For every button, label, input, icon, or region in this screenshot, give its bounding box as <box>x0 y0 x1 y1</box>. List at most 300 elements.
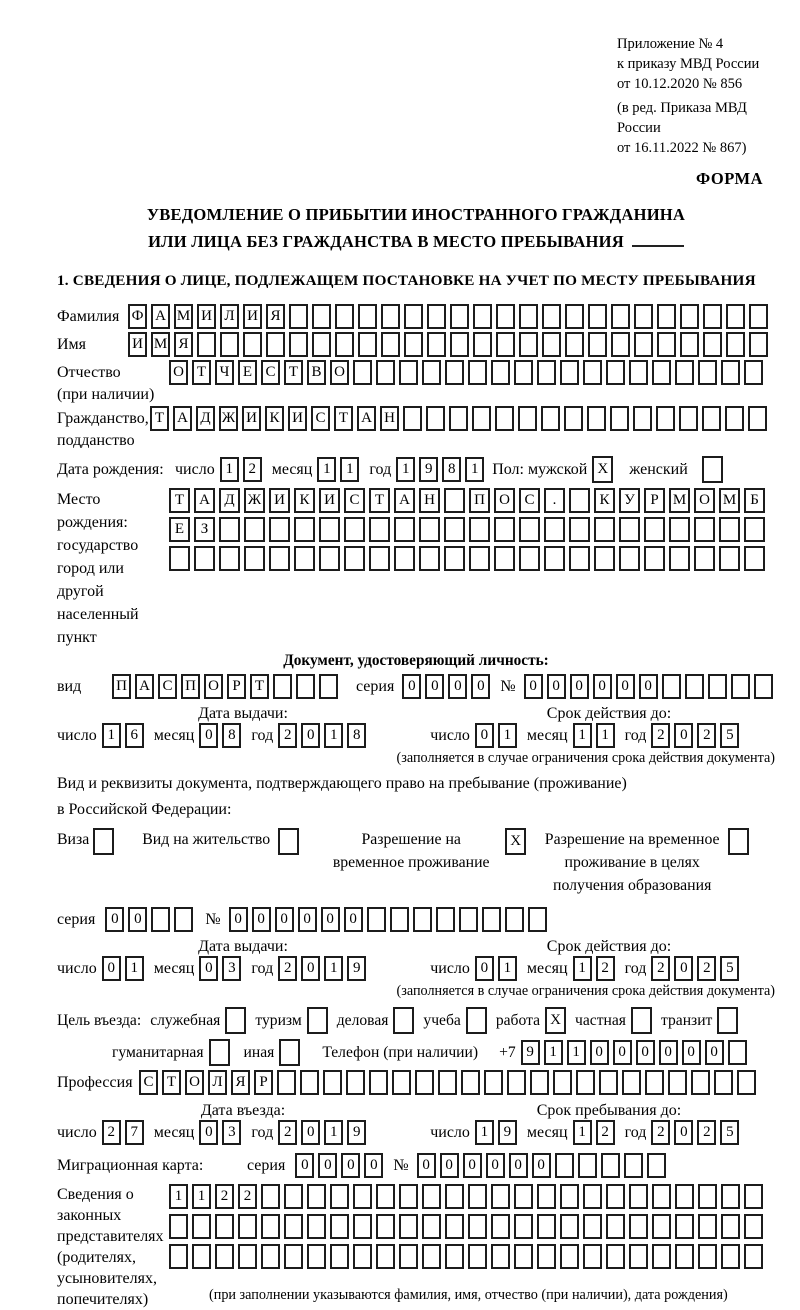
char-cell[interactable] <box>578 1153 597 1178</box>
char-cell[interactable] <box>576 1070 595 1095</box>
char-cell[interactable] <box>284 1244 303 1269</box>
char-cell[interactable] <box>728 1040 747 1065</box>
char-cell[interactable]: Д <box>219 488 240 513</box>
char-cell[interactable]: 1 <box>573 1120 592 1145</box>
char-cell[interactable]: К <box>594 488 615 513</box>
char-cell[interactable]: 0 <box>524 674 543 699</box>
char-cell[interactable]: 0 <box>301 1120 320 1145</box>
char-cell[interactable]: 1 <box>324 956 343 981</box>
char-cell[interactable] <box>491 1184 510 1209</box>
char-cell[interactable]: 0 <box>674 956 693 981</box>
char-cell[interactable] <box>422 1184 441 1209</box>
char-cell[interactable]: 2 <box>596 956 615 981</box>
char-cell[interactable]: 0 <box>301 723 320 748</box>
char-cell[interactable] <box>495 406 514 431</box>
char-cell[interactable]: 0 <box>547 674 566 699</box>
char-cell[interactable] <box>394 546 415 571</box>
char-cell[interactable]: 0 <box>639 674 658 699</box>
char-cell[interactable] <box>691 1070 710 1095</box>
char-cell[interactable] <box>507 1070 526 1095</box>
char-cell[interactable] <box>622 1070 641 1095</box>
char-cell[interactable] <box>296 674 315 699</box>
char-cell[interactable]: П <box>469 488 490 513</box>
char-cell[interactable]: 8 <box>222 723 241 748</box>
char-cell[interactable] <box>415 1070 434 1095</box>
char-cell[interactable] <box>583 1184 602 1209</box>
char-cell[interactable] <box>698 360 717 385</box>
char-cell[interactable] <box>583 1214 602 1239</box>
char-cell[interactable]: 0 <box>475 723 494 748</box>
char-cell[interactable] <box>192 1214 211 1239</box>
char-cell[interactable] <box>335 304 354 329</box>
char-cell[interactable] <box>496 304 515 329</box>
char-cell[interactable]: Я <box>231 1070 250 1095</box>
char-cell[interactable] <box>749 332 768 357</box>
char-cell[interactable] <box>565 332 584 357</box>
char-cell[interactable] <box>482 907 501 932</box>
char-cell[interactable]: И <box>242 406 261 431</box>
char-cell[interactable] <box>294 517 315 542</box>
char-cell[interactable] <box>169 1244 188 1269</box>
char-cell[interactable] <box>444 488 465 513</box>
char-cell[interactable] <box>518 406 537 431</box>
char-cell[interactable]: Б <box>744 488 765 513</box>
char-cell[interactable] <box>569 517 590 542</box>
char-cell[interactable] <box>367 907 386 932</box>
char-cell[interactable] <box>569 546 590 571</box>
char-cell[interactable]: 0 <box>613 1040 632 1065</box>
checkbox-rvp[interactable]: X <box>505 828 526 855</box>
char-cell[interactable]: 0 <box>440 1153 459 1178</box>
char-cell[interactable] <box>542 332 561 357</box>
char-cell[interactable] <box>698 1244 717 1269</box>
char-cell[interactable]: М <box>669 488 690 513</box>
char-cell[interactable] <box>413 907 432 932</box>
char-cell[interactable] <box>544 546 565 571</box>
char-cell[interactable] <box>376 1214 395 1239</box>
char-cell[interactable]: И <box>243 304 262 329</box>
char-cell[interactable]: Д <box>196 406 215 431</box>
char-cell[interactable] <box>528 907 547 932</box>
char-cell[interactable] <box>680 332 699 357</box>
char-cell[interactable] <box>514 360 533 385</box>
char-cell[interactable] <box>749 304 768 329</box>
char-cell[interactable]: 1 <box>324 1120 343 1145</box>
char-cell[interactable] <box>629 360 648 385</box>
char-cell[interactable] <box>514 1244 533 1269</box>
char-cell[interactable]: 0 <box>674 1120 693 1145</box>
char-cell[interactable] <box>726 332 745 357</box>
char-cell[interactable] <box>266 332 285 357</box>
char-cell[interactable]: Ч <box>215 360 234 385</box>
char-cell[interactable]: 8 <box>347 723 366 748</box>
char-cell[interactable] <box>261 1214 280 1239</box>
char-cell[interactable] <box>606 1214 625 1239</box>
char-cell[interactable] <box>594 517 615 542</box>
char-cell[interactable]: 1 <box>192 1184 211 1209</box>
char-cell[interactable] <box>652 1214 671 1239</box>
char-cell[interactable] <box>381 304 400 329</box>
char-cell[interactable] <box>721 1184 740 1209</box>
char-cell[interactable] <box>519 304 538 329</box>
char-cell[interactable] <box>284 1184 303 1209</box>
char-cell[interactable]: Р <box>644 488 665 513</box>
char-cell[interactable]: К <box>265 406 284 431</box>
char-cell[interactable] <box>473 304 492 329</box>
char-cell[interactable] <box>606 1244 625 1269</box>
char-cell[interactable] <box>675 1184 694 1209</box>
char-cell[interactable]: А <box>135 674 154 699</box>
char-cell[interactable] <box>244 546 265 571</box>
char-cell[interactable] <box>657 332 676 357</box>
char-cell[interactable]: Я <box>174 332 193 357</box>
char-cell[interactable]: Л <box>220 304 239 329</box>
char-cell[interactable] <box>675 1214 694 1239</box>
char-cell[interactable] <box>169 1214 188 1239</box>
char-cell[interactable] <box>312 332 331 357</box>
char-cell[interactable] <box>404 304 423 329</box>
char-cell[interactable] <box>238 1244 257 1269</box>
char-cell[interactable] <box>219 517 240 542</box>
char-cell[interactable]: Т <box>284 360 303 385</box>
char-cell[interactable] <box>449 406 468 431</box>
char-cell[interactable] <box>307 1184 326 1209</box>
char-cell[interactable]: 2 <box>596 1120 615 1145</box>
char-cell[interactable]: 1 <box>573 956 592 981</box>
char-cell[interactable]: 2 <box>278 1120 297 1145</box>
char-cell[interactable] <box>381 332 400 357</box>
char-cell[interactable]: И <box>288 406 307 431</box>
char-cell[interactable]: 0 <box>344 907 363 932</box>
checkbox-rabota[interactable]: X <box>545 1007 566 1034</box>
char-cell[interactable] <box>399 1214 418 1239</box>
char-cell[interactable]: 9 <box>521 1040 540 1065</box>
char-cell[interactable] <box>491 360 510 385</box>
char-cell[interactable] <box>219 546 240 571</box>
char-cell[interactable] <box>399 1184 418 1209</box>
char-cell[interactable]: О <box>204 674 223 699</box>
char-cell[interactable]: 3 <box>222 1120 241 1145</box>
char-cell[interactable]: 1 <box>465 457 484 482</box>
checkbox-tranzit[interactable] <box>717 1007 738 1034</box>
char-cell[interactable]: 0 <box>593 674 612 699</box>
char-cell[interactable] <box>744 1184 763 1209</box>
char-cell[interactable] <box>243 332 262 357</box>
char-cell[interactable] <box>647 1153 666 1178</box>
char-cell[interactable] <box>537 1184 556 1209</box>
char-cell[interactable] <box>459 907 478 932</box>
char-cell[interactable] <box>422 1244 441 1269</box>
char-cell[interactable] <box>560 360 579 385</box>
char-cell[interactable] <box>629 1184 648 1209</box>
char-cell[interactable]: 5 <box>720 1120 739 1145</box>
char-cell[interactable] <box>273 674 292 699</box>
char-cell[interactable] <box>748 406 767 431</box>
char-cell[interactable] <box>680 304 699 329</box>
char-cell[interactable] <box>652 360 671 385</box>
char-cell[interactable] <box>445 1184 464 1209</box>
char-cell[interactable] <box>445 1244 464 1269</box>
checkbox-delovaya[interactable] <box>393 1007 414 1034</box>
char-cell[interactable] <box>669 517 690 542</box>
checkbox-female[interactable] <box>702 456 723 483</box>
char-cell[interactable]: 0 <box>417 1153 436 1178</box>
char-cell[interactable]: 0 <box>570 674 589 699</box>
char-cell[interactable] <box>438 1070 457 1095</box>
char-cell[interactable] <box>542 304 561 329</box>
char-cell[interactable] <box>537 1244 556 1269</box>
char-cell[interactable] <box>358 332 377 357</box>
char-cell[interactable] <box>694 546 715 571</box>
char-cell[interactable]: 0 <box>463 1153 482 1178</box>
char-cell[interactable] <box>645 1070 664 1095</box>
char-cell[interactable] <box>376 1184 395 1209</box>
checkbox-ucheba[interactable] <box>466 1007 487 1034</box>
char-cell[interactable] <box>675 1244 694 1269</box>
char-cell[interactable]: Т <box>369 488 390 513</box>
char-cell[interactable] <box>472 406 491 431</box>
char-cell[interactable]: С <box>261 360 280 385</box>
char-cell[interactable] <box>679 406 698 431</box>
char-cell[interactable]: Л <box>208 1070 227 1095</box>
char-cell[interactable] <box>560 1214 579 1239</box>
char-cell[interactable]: Р <box>227 674 246 699</box>
char-cell[interactable]: П <box>181 674 200 699</box>
char-cell[interactable]: 0 <box>616 674 635 699</box>
char-cell[interactable] <box>744 517 765 542</box>
char-cell[interactable]: 0 <box>341 1153 360 1178</box>
char-cell[interactable] <box>719 517 740 542</box>
char-cell[interactable] <box>537 1214 556 1239</box>
char-cell[interactable]: 1 <box>498 956 517 981</box>
char-cell[interactable]: 0 <box>486 1153 505 1178</box>
char-cell[interactable] <box>599 1070 618 1095</box>
char-cell[interactable] <box>353 1214 372 1239</box>
char-cell[interactable] <box>469 546 490 571</box>
char-cell[interactable]: 0 <box>475 956 494 981</box>
char-cell[interactable]: 0 <box>321 907 340 932</box>
char-cell[interactable] <box>369 517 390 542</box>
char-cell[interactable]: 0 <box>252 907 271 932</box>
char-cell[interactable]: 0 <box>705 1040 724 1065</box>
char-cell[interactable]: 2 <box>102 1120 121 1145</box>
char-cell[interactable] <box>744 546 765 571</box>
char-cell[interactable]: Т <box>250 674 269 699</box>
char-cell[interactable] <box>445 360 464 385</box>
char-cell[interactable] <box>719 546 740 571</box>
char-cell[interactable] <box>514 1214 533 1239</box>
char-cell[interactable] <box>610 406 629 431</box>
char-cell[interactable] <box>657 304 676 329</box>
char-cell[interactable] <box>588 304 607 329</box>
char-cell[interactable] <box>269 517 290 542</box>
char-cell[interactable]: 9 <box>498 1120 517 1145</box>
char-cell[interactable] <box>731 674 750 699</box>
char-cell[interactable]: 9 <box>347 1120 366 1145</box>
char-cell[interactable] <box>284 1214 303 1239</box>
char-cell[interactable] <box>721 1244 740 1269</box>
char-cell[interactable]: О <box>494 488 515 513</box>
char-cell[interactable] <box>215 1244 234 1269</box>
char-cell[interactable] <box>519 546 540 571</box>
char-cell[interactable] <box>403 406 422 431</box>
char-cell[interactable] <box>344 517 365 542</box>
char-cell[interactable] <box>537 360 556 385</box>
checkbox-rvp-education[interactable] <box>728 828 749 855</box>
char-cell[interactable]: 0 <box>275 907 294 932</box>
char-cell[interactable] <box>588 332 607 357</box>
char-cell[interactable]: 0 <box>105 907 124 932</box>
char-cell[interactable] <box>238 1214 257 1239</box>
char-cell[interactable]: 6 <box>125 723 144 748</box>
checkbox-visa[interactable] <box>93 828 114 855</box>
char-cell[interactable] <box>652 1184 671 1209</box>
char-cell[interactable] <box>494 546 515 571</box>
char-cell[interactable] <box>737 1070 756 1095</box>
char-cell[interactable] <box>427 332 446 357</box>
char-cell[interactable]: 0 <box>509 1153 528 1178</box>
char-cell[interactable] <box>399 360 418 385</box>
char-cell[interactable] <box>353 1184 372 1209</box>
char-cell[interactable]: 2 <box>697 1120 716 1145</box>
char-cell[interactable]: 9 <box>347 956 366 981</box>
char-cell[interactable]: П <box>112 674 131 699</box>
char-cell[interactable] <box>484 1070 503 1095</box>
char-cell[interactable]: Ф <box>128 304 147 329</box>
char-cell[interactable] <box>619 546 640 571</box>
char-cell[interactable] <box>629 1214 648 1239</box>
char-cell[interactable]: А <box>151 304 170 329</box>
char-cell[interactable] <box>197 332 216 357</box>
char-cell[interactable]: 0 <box>229 907 248 932</box>
char-cell[interactable]: 0 <box>425 674 444 699</box>
char-cell[interactable] <box>419 517 440 542</box>
char-cell[interactable] <box>721 1214 740 1239</box>
char-cell[interactable] <box>560 1184 579 1209</box>
char-cell[interactable]: 2 <box>238 1184 257 1209</box>
char-cell[interactable]: Т <box>169 488 190 513</box>
char-cell[interactable]: Н <box>419 488 440 513</box>
char-cell[interactable] <box>444 546 465 571</box>
char-cell[interactable]: 2 <box>278 956 297 981</box>
char-cell[interactable]: 1 <box>396 457 415 482</box>
char-cell[interactable] <box>725 406 744 431</box>
char-cell[interactable] <box>669 546 690 571</box>
char-cell[interactable] <box>656 406 675 431</box>
char-cell[interactable] <box>468 1244 487 1269</box>
char-cell[interactable] <box>445 1214 464 1239</box>
char-cell[interactable] <box>294 546 315 571</box>
char-cell[interactable] <box>215 1214 234 1239</box>
char-cell[interactable]: 0 <box>295 1153 314 1178</box>
char-cell[interactable] <box>194 546 215 571</box>
char-cell[interactable] <box>419 546 440 571</box>
char-cell[interactable] <box>390 907 409 932</box>
char-cell[interactable] <box>399 1244 418 1269</box>
char-cell[interactable]: 9 <box>419 457 438 482</box>
char-cell[interactable]: 1 <box>102 723 121 748</box>
char-cell[interactable]: И <box>197 304 216 329</box>
char-cell[interactable] <box>662 674 681 699</box>
char-cell[interactable]: 0 <box>659 1040 678 1065</box>
char-cell[interactable]: О <box>330 360 349 385</box>
char-cell[interactable] <box>426 406 445 431</box>
char-cell[interactable]: С <box>344 488 365 513</box>
char-cell[interactable]: 0 <box>471 674 490 699</box>
char-cell[interactable] <box>744 1214 763 1239</box>
char-cell[interactable] <box>261 1184 280 1209</box>
char-cell[interactable] <box>358 304 377 329</box>
char-cell[interactable] <box>587 406 606 431</box>
char-cell[interactable]: С <box>519 488 540 513</box>
char-cell[interactable]: 0 <box>102 956 121 981</box>
char-cell[interactable] <box>519 332 538 357</box>
char-cell[interactable] <box>644 517 665 542</box>
char-cell[interactable] <box>169 546 190 571</box>
char-cell[interactable]: Н <box>380 406 399 431</box>
char-cell[interactable] <box>491 1214 510 1239</box>
char-cell[interactable]: 0 <box>448 674 467 699</box>
char-cell[interactable]: С <box>311 406 330 431</box>
char-cell[interactable] <box>422 360 441 385</box>
char-cell[interactable] <box>703 304 722 329</box>
char-cell[interactable]: 0 <box>199 1120 218 1145</box>
char-cell[interactable] <box>376 360 395 385</box>
char-cell[interactable] <box>473 332 492 357</box>
char-cell[interactable]: А <box>394 488 415 513</box>
char-cell[interactable]: 1 <box>317 457 336 482</box>
char-cell[interactable] <box>174 907 193 932</box>
char-cell[interactable] <box>634 304 653 329</box>
char-cell[interactable] <box>611 304 630 329</box>
char-cell[interactable] <box>583 360 602 385</box>
char-cell[interactable] <box>685 674 704 699</box>
char-cell[interactable]: В <box>307 360 326 385</box>
char-cell[interactable] <box>307 1244 326 1269</box>
char-cell[interactable]: О <box>185 1070 204 1095</box>
checkbox-sluzhebnaya[interactable] <box>225 1007 246 1034</box>
char-cell[interactable]: Т <box>150 406 169 431</box>
char-cell[interactable]: 0 <box>199 723 218 748</box>
char-cell[interactable]: Т <box>162 1070 181 1095</box>
char-cell[interactable] <box>652 1244 671 1269</box>
char-cell[interactable] <box>353 1244 372 1269</box>
char-cell[interactable] <box>369 546 390 571</box>
char-cell[interactable]: 1 <box>340 457 359 482</box>
char-cell[interactable] <box>744 360 763 385</box>
char-cell[interactable] <box>726 304 745 329</box>
char-cell[interactable]: 3 <box>222 956 241 981</box>
char-cell[interactable]: . <box>544 488 565 513</box>
char-cell[interactable]: 2 <box>651 1120 670 1145</box>
char-cell[interactable]: Я <box>266 304 285 329</box>
char-cell[interactable] <box>494 517 515 542</box>
char-cell[interactable] <box>289 332 308 357</box>
char-cell[interactable]: А <box>173 406 192 431</box>
char-cell[interactable]: 1 <box>169 1184 188 1209</box>
char-cell[interactable] <box>346 1070 365 1095</box>
char-cell[interactable] <box>319 546 340 571</box>
char-cell[interactable]: 1 <box>573 723 592 748</box>
char-cell[interactable]: З <box>194 517 215 542</box>
char-cell[interactable] <box>633 406 652 431</box>
char-cell[interactable] <box>335 332 354 357</box>
char-cell[interactable] <box>353 360 372 385</box>
char-cell[interactable]: И <box>128 332 147 357</box>
char-cell[interactable] <box>392 1070 411 1095</box>
char-cell[interactable]: А <box>194 488 215 513</box>
char-cell[interactable] <box>606 1184 625 1209</box>
